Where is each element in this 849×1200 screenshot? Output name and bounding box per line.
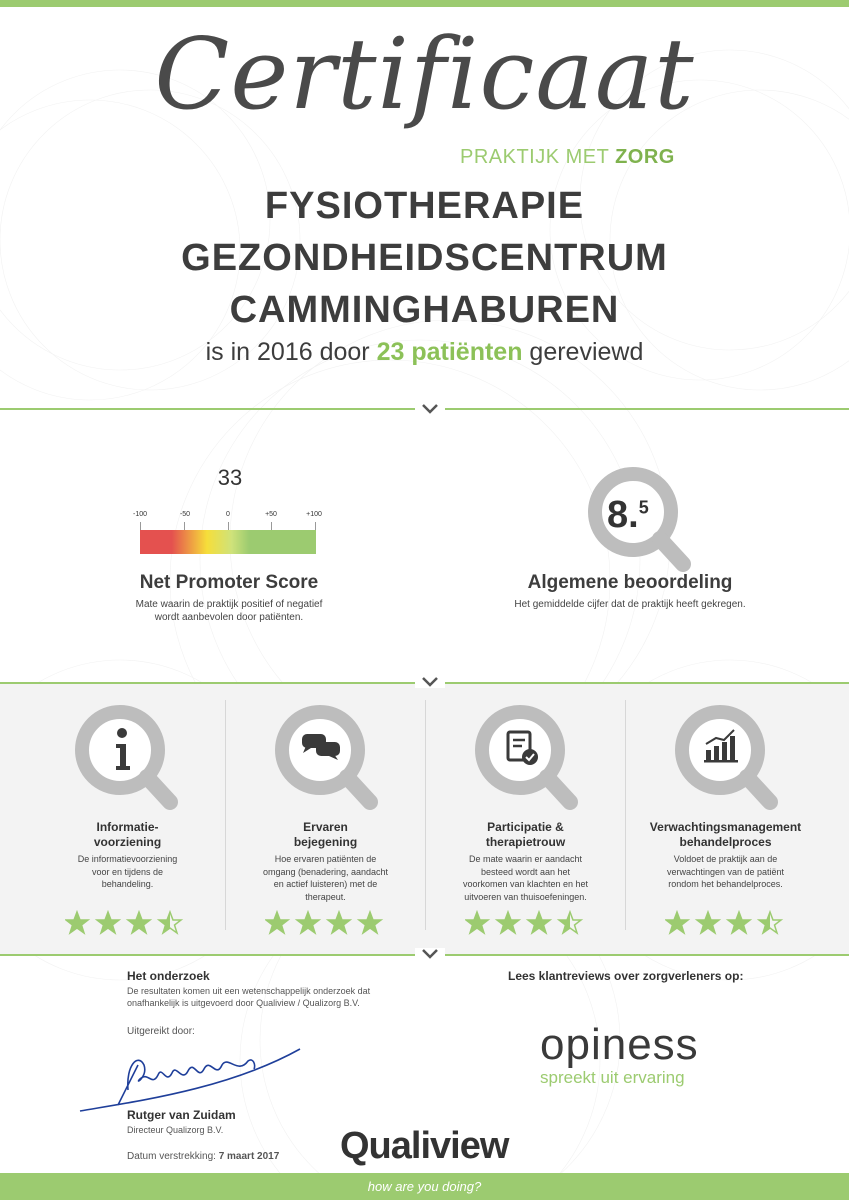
practice-name-line-3: CAMMINGHABUREN bbox=[229, 289, 620, 331]
rating-description: Het gemiddelde cijfer dat de praktijk heeft gekregen. bbox=[514, 599, 746, 610]
star-half-icon bbox=[759, 912, 781, 933]
nps-tick-mark bbox=[271, 522, 272, 530]
signer-name: Rutger van Zuidam bbox=[127, 1108, 236, 1122]
nps-tick-mark bbox=[228, 522, 229, 530]
star-full-icon bbox=[697, 912, 719, 933]
star-rating bbox=[65, 910, 189, 941]
chevron-down-icon bbox=[415, 676, 445, 688]
signature bbox=[78, 1035, 308, 1115]
column-separator bbox=[225, 700, 226, 930]
star-full-icon bbox=[497, 912, 519, 933]
nps-description-1: Mate waarin de praktijk positief of negatief bbox=[135, 599, 323, 610]
chevron-down-icon bbox=[415, 403, 445, 415]
rating-title: Algemene beoordeling bbox=[527, 572, 733, 593]
nps-description-2: wordt aanbevolen door patiënten. bbox=[154, 612, 304, 623]
category-title: Verwachtingsmanagement behandelproces bbox=[649, 820, 802, 849]
star-full-icon bbox=[359, 912, 381, 933]
opiness-tagline: spreekt uit ervaring bbox=[540, 1068, 685, 1087]
category-magnifier bbox=[670, 700, 780, 810]
star-full-icon bbox=[728, 912, 750, 933]
category-description: De informatievoorziening voor en tijdens de behandeling. bbox=[77, 854, 178, 889]
star-rating bbox=[665, 910, 789, 941]
category-magnifier bbox=[270, 700, 380, 810]
opiness-logo: opiness bbox=[540, 1020, 699, 1069]
certificate-subtitle: PRAKTIJK MET ZORG bbox=[460, 146, 675, 168]
nps-tick: -100 bbox=[132, 511, 147, 518]
nps-tick-mark bbox=[315, 522, 316, 530]
star-full-icon bbox=[128, 912, 150, 933]
star-full-icon bbox=[666, 912, 688, 933]
research-text: De resultaten komen uit een wetenschappelijk onderzoek dat onafhankelijk is uitgevoerd door Qualiview / Qualizorg B.V. bbox=[127, 986, 371, 1008]
nps-tick-mark bbox=[140, 522, 141, 530]
qualiview-logo: Qualiview bbox=[340, 1125, 509, 1167]
column-separator bbox=[425, 700, 426, 930]
star-rating bbox=[465, 910, 589, 941]
column-separator bbox=[625, 700, 626, 930]
star-full-icon bbox=[528, 912, 550, 933]
practice-name-line-2: GEZONDHEIDSCENTRUM bbox=[181, 237, 668, 279]
star-full-icon bbox=[297, 912, 319, 933]
nps-score: 33 bbox=[217, 465, 243, 490]
issue-date: Datum verstrekking: 7 maart 2017 bbox=[127, 1151, 280, 1162]
footer-tagline: how are you doing? bbox=[367, 1179, 482, 1194]
chevron-down-icon bbox=[415, 948, 445, 960]
rating-value: 8.$^5$ bbox=[607, 494, 649, 536]
category-magnifier bbox=[70, 700, 180, 810]
star-full-icon bbox=[466, 912, 488, 933]
issued-by-label: Uitgereikt door: bbox=[127, 1026, 195, 1037]
nps-tick: +50 bbox=[265, 511, 277, 518]
nps-tick: +100 bbox=[306, 511, 322, 518]
category-description: De mate waarin er aandacht besteed wordt aan het voorkomen van klachten en het uitvoeren van thuisoefeningen. bbox=[462, 854, 589, 902]
category-title: Ervaren bejegening bbox=[293, 820, 358, 849]
star-full-icon bbox=[266, 912, 288, 933]
signer-role: Directeur Qualizorg B.V. bbox=[127, 1125, 224, 1135]
practice-name-line-1: FYSIOTHERAPIE bbox=[264, 185, 585, 227]
category-title: Informatie- voorziening bbox=[93, 820, 162, 849]
nps-tick-mark bbox=[184, 522, 185, 530]
star-half-icon bbox=[559, 912, 581, 933]
research-title: Het onderzoek bbox=[127, 969, 210, 983]
nps-title: Net Promoter Score bbox=[139, 572, 319, 593]
star-rating bbox=[265, 910, 389, 941]
star-full-icon bbox=[97, 912, 119, 933]
category-description: Hoe ervaren patiënten de omgang (benadering, aandacht en actief luisteren) met de therapeut. bbox=[262, 854, 389, 902]
star-full-icon bbox=[328, 912, 350, 933]
category-magnifier bbox=[470, 700, 580, 810]
review-count-line: is in 2016 door 23 patiënten gereviewd bbox=[205, 338, 644, 366]
nps-tick: -50 bbox=[179, 511, 191, 518]
star-half-icon bbox=[159, 912, 181, 933]
nps-tick: 0 bbox=[226, 511, 230, 518]
reviews-heading: Lees klantreviews over zorgverleners op: bbox=[508, 969, 744, 983]
nps-gradient-scale bbox=[140, 530, 316, 554]
certificate-title: Certificaat bbox=[154, 18, 695, 132]
star-full-icon bbox=[66, 912, 88, 933]
category-description: Voldoet de praktijk aan de verwachtingen van de patiënt rondom het behandelproces. bbox=[666, 854, 785, 889]
category-title: Participatie & therapietrouw bbox=[485, 820, 566, 849]
